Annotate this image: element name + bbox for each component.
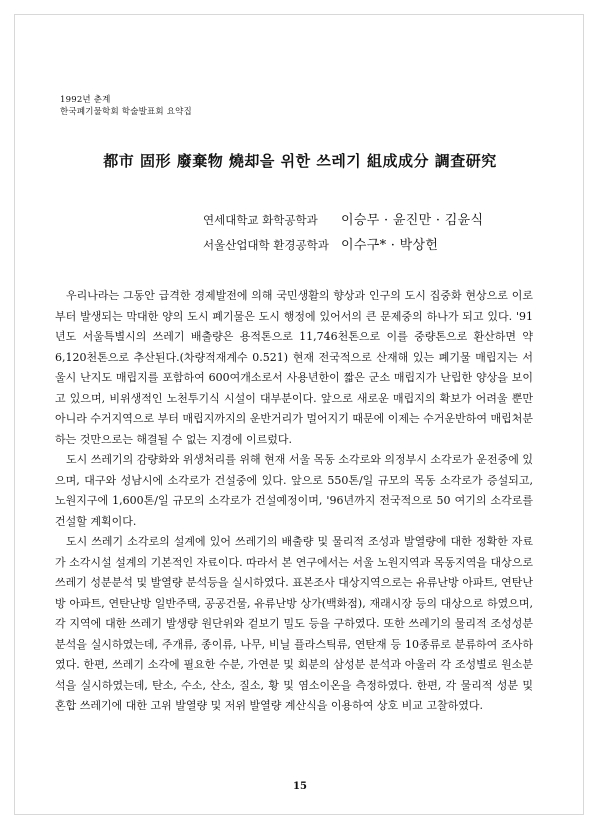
author-names: 이승무 · 윤진만 · 김윤식 (341, 213, 484, 228)
author-names: 이수구* · 박상헌 (341, 238, 439, 253)
affiliation: 서울산업대학 환경공학과 (203, 238, 329, 252)
paragraph: 도시 쓰레기 소각로의 설계에 있어 쓰레기의 배출량 및 물리적 조성과 발열량에 대한 정확한 자료가 소각시설 설계의 기본적인 자료이다. 따라서 본 연구에서는 서울 노원지역과 목동지역을 대상으로 쓰레기 성분분석 및 발열량 분석등을 실시하였다. 표본조사 대상지역으로는 유류난방 아파트, 연탄난방 아파트, 연탄난방 일반주택, 공공건물, 유류난방 상가(백화점), 재래시장 등의 대상으로 하였으며, 각 지역에 대한 쓰레기 발생량 원단위와 겉보기 밀도 등을 구하였다. 또한 쓰레기의 물리적 조성성분 분석을 실시하였는데, 주개류, 종이류, 나무, 비닐 플라스틱류, 연탄재 등 10종류로 분류하여 조사하였다. 한편, 쓰레기 소각에 필요한 수분, 가연분 및 회분의 삼성분 분석과 아울러 각 조성별로 원소분석을 실시하였는데, 탄소, 수소, 산소, 질소, 황 및 염소이온을 측정하였다. 한편, 각 물리적 성분 및 혼합 쓰레기에 대한 고위 발열량 및 저위 발열량 계산식을 이용하여 상호 비교 고찰하였다. (55, 535, 533, 712)
page-number: 15 (293, 781, 307, 792)
proceedings-header (60, 94, 192, 118)
author-row (203, 208, 483, 233)
author-row (203, 233, 483, 258)
header-line-1: 1992년 춘계 (60, 95, 111, 105)
paper-title: 都市 固形 廢棄物 燒却을 위한 쓰레기 組成成分 調査研究 (103, 152, 497, 170)
paragraph: 우리나라는 그동안 급격한 경제발전에 의해 국민생활의 향상과 인구의 도시 집중화 현상으로 이로부터 발생되는 막대한 양의 도시 폐기물은 도시 행정에 있어서의 큰 문제중의 하나가 되고 있다. '91년도 서울특별시의 쓰레기 배출량은 용적톤으로 11,746천톤으로 이를 중량톤으로 환산하면 약 6,120천톤으로 추산된다.(차량적재계수 0.521) 현재 전국적으로 산재해 있는 폐기물 매립지는 서울시 난지도 매립지를 포함하여 600여개소로서 사용년한이 짧은 군소 매립지가 난립한 양상을 보이고 있으며, 비위생적인 노천투기식 시설이 대부분이다. 앞으로 새로운 매립지의 확보가 어려울 뿐만 아니라 수거지역으로 부터 매립지까지의 운반거리가 멀어지기 때문에 이제는 수거운반하여 매립처분하는 것만으로는 해결될 수 없는 지경에 이르렀다. (55, 289, 533, 446)
author-block (203, 208, 483, 258)
header-line-2: 한국폐기물학회 학술발표회 요약집 (60, 107, 192, 117)
affiliation: 연세대학교 화학공학과 (203, 213, 318, 227)
paragraph: 도시 쓰레기의 감량화와 위생처리를 위해 현재 서울 목동 소각로와 의정부시 소각로가 운전중에 있으며, 대구와 성남시에 소각로가 건설중에 있다. 앞으로 550톤/일 규모의 목동 소각로가 증설되고, 노원지구에 1,600톤/일 규모의 소각로가 건설예정이며, '96년까지 전국적으로 50 여기의 소각로를 건설할 계획이다. (55, 453, 533, 528)
abstract-body (55, 286, 533, 717)
